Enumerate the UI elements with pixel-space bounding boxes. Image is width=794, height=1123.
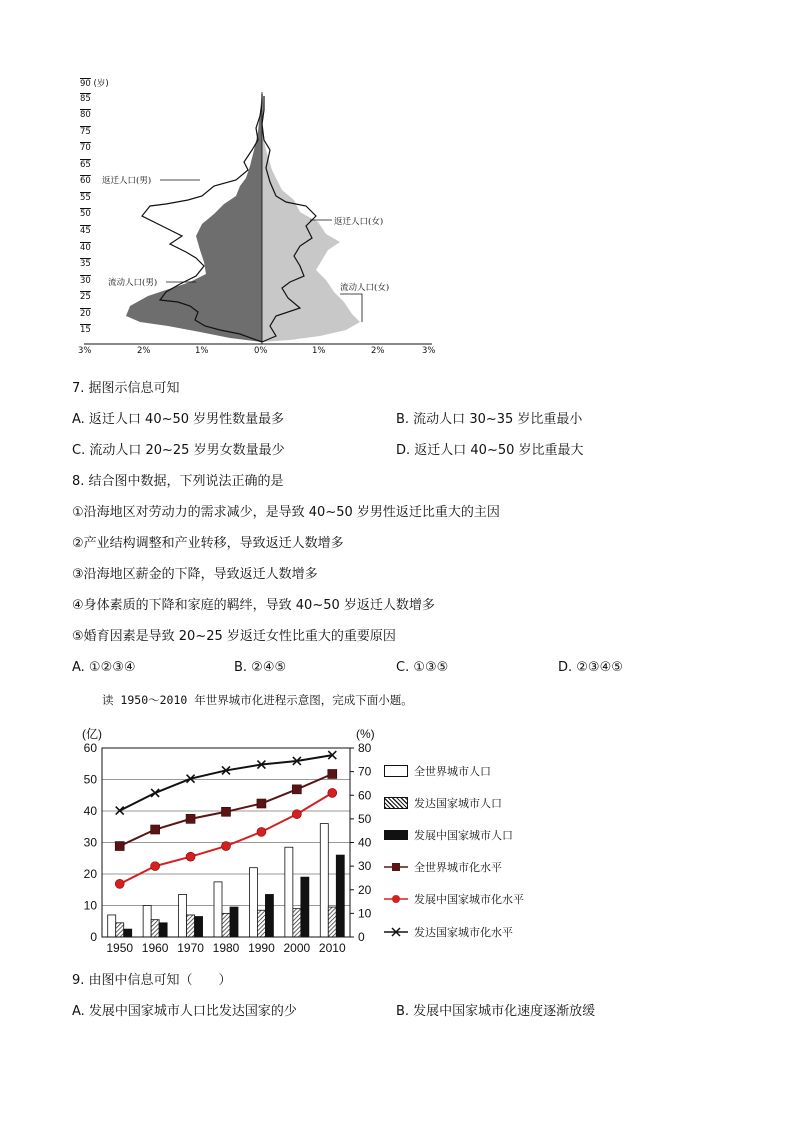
right-tick-label: 50: [358, 811, 372, 826]
world-urban-point: [115, 842, 124, 851]
left-tick-label: 40: [83, 804, 97, 818]
bar-developed-pop: [257, 910, 265, 937]
legend-world-urban: [384, 860, 502, 874]
q7-option-b[interactable]: B. 流动人口 30~35 岁比重最小: [396, 412, 583, 427]
x-tick-label: 2%: [137, 346, 151, 356]
q8-item-5: ⑤婚育因素是导致 20~25 岁返迁女性比重大的重要原因: [72, 629, 396, 644]
black-bar-swatch: [384, 830, 408, 840]
right-tick-label: 30: [358, 859, 372, 874]
bar-developing-pop: [301, 877, 309, 937]
bar-developing-pop: [195, 917, 203, 937]
right-tick-label: 0: [358, 930, 365, 944]
world-urban-point: [257, 799, 266, 808]
age-tick: 20: [80, 308, 91, 319]
developing-urban-point: [328, 788, 337, 797]
age-tick: 35: [80, 259, 91, 270]
age-tick: 40: [80, 242, 91, 253]
developed-urban-point: [151, 789, 159, 797]
age-unit: (岁): [93, 79, 109, 89]
q7-stem: 7. 据图示信息可知: [72, 381, 180, 396]
world-urban-point: [222, 807, 231, 816]
q7-option-d[interactable]: D. 返迁人口 40~50 岁比重最大: [396, 443, 584, 458]
x-tick-label: 1990: [248, 941, 275, 955]
return-male-label: 返迁人口(男): [102, 176, 152, 186]
legend-developed-pop: [384, 796, 502, 810]
float-male-label: 流动人口(男): [108, 278, 158, 288]
x-tick-label: 1960: [141, 941, 169, 955]
right-tick-label: 80: [358, 741, 372, 755]
legend-label: 发展中国家城市人口: [414, 829, 513, 842]
developing-urban-point: [115, 879, 124, 888]
bar-world-pop: [179, 894, 187, 937]
world-urban-point: [292, 785, 301, 794]
circle-marker-swatch: [384, 893, 408, 905]
right-axis-unit: (%): [356, 727, 375, 741]
bar-developed-pop: [116, 923, 124, 937]
bar-developed-pop: [328, 907, 336, 937]
age-tick: 75: [80, 126, 91, 137]
float-female-label: 流动人口(女): [340, 283, 390, 293]
x-tick-label: 0%: [254, 346, 268, 356]
right-tick-label: 20: [358, 882, 372, 897]
age-tick: 55: [80, 192, 91, 203]
bar-developed-pop: [151, 920, 159, 937]
age-tick: 70: [80, 143, 91, 154]
q8-option-d[interactable]: D. ②③④⑤: [558, 660, 623, 675]
bar-developing-pop: [265, 894, 273, 937]
x-tick-label: 2%: [371, 346, 385, 356]
left-tick-label: 20: [83, 867, 97, 881]
bar-world-pop: [320, 824, 328, 937]
x-tick-label: 1980: [212, 941, 240, 955]
left-tick-label: 50: [83, 772, 97, 787]
world-urban-point: [328, 769, 337, 778]
q7-option-a[interactable]: A. 返迁人口 40~50 岁男性数量最多: [72, 412, 285, 427]
pyramid-y-top: [80, 77, 109, 89]
square-marker-swatch: [384, 861, 408, 873]
age-tick: 85: [80, 93, 91, 104]
x-tick-label: 3%: [422, 346, 436, 356]
q9-stem: 9. 由图中信息可知（ ）: [72, 973, 232, 988]
developing-urban-point: [292, 810, 301, 819]
x-tick-label: 1970: [177, 941, 204, 955]
legend-label: 全世界城市化水平: [414, 861, 502, 874]
white-bar-swatch: [384, 765, 408, 777]
left-axis-unit: (亿): [82, 727, 102, 741]
bar-world-pop: [143, 906, 151, 938]
left-tick-label: 30: [83, 835, 97, 850]
bar-developing-pop: [230, 907, 238, 937]
legend-label: 发达国家城市化水平: [414, 926, 513, 939]
q8-option-a[interactable]: A. ①②③④: [72, 660, 136, 675]
bar-world-pop: [214, 882, 222, 937]
bar-developed-pop: [187, 915, 195, 937]
x-marker-swatch: [384, 926, 408, 938]
bar-developing-pop: [124, 929, 132, 937]
x-tick-label: 2000: [283, 941, 311, 955]
left-tick-label: 60: [83, 741, 97, 755]
age-tick: 15: [80, 325, 91, 336]
right-tick-label: 10: [358, 906, 372, 921]
bar-developed-pop: [293, 909, 301, 937]
q8-stem: 8. 结合图中数据，下列说法正确的是: [72, 474, 284, 489]
bar-world-pop: [249, 868, 257, 937]
legend-world-pop: [384, 764, 491, 778]
left-tick-label: 0: [90, 930, 97, 944]
legend-developed-urban: [384, 925, 513, 939]
legend-label: 全世界城市人口: [414, 765, 491, 778]
urbanization-chart: [70, 722, 380, 958]
world-urban-point: [151, 825, 160, 834]
q9-option-a[interactable]: A. 发展中国家城市人口比发达国家的少: [72, 1004, 297, 1019]
x-tick-label: 2010: [318, 941, 346, 955]
x-tick-label: 1%: [195, 346, 209, 356]
q8-option-b[interactable]: B. ②④⑤: [234, 660, 287, 675]
bar-world-pop: [108, 915, 116, 937]
world-urban-point: [186, 814, 195, 823]
x-tick-label: 3%: [78, 346, 92, 356]
age-tick: 30: [80, 275, 91, 286]
bar-developing-pop: [336, 855, 344, 937]
right-tick-label: 70: [358, 764, 372, 779]
population-pyramid-chart: [70, 74, 450, 356]
developing-urban-point: [186, 852, 195, 861]
right-tick-label: 40: [358, 835, 372, 850]
return-female-label: 返迁人口(女): [334, 217, 384, 227]
age-tick: 45: [80, 225, 91, 236]
developing-urban-point: [222, 842, 231, 851]
developing-urban-point: [257, 827, 266, 836]
age-tick: 60: [80, 176, 91, 187]
age-tick: 90: [80, 79, 91, 89]
age-tick: 80: [80, 110, 91, 121]
q7-option-c[interactable]: C. 流动人口 20~25 岁男女数量最少: [72, 443, 285, 458]
bar-developing-pop: [159, 923, 167, 937]
legend-developing-urban: [384, 892, 524, 906]
q8-item-4: ④身体素质的下降和家庭的羁绊，导致 40~50 岁返迁人数增多: [72, 598, 435, 613]
legend-label: 发展中国家城市化水平: [414, 893, 524, 906]
age-tick: 50: [80, 209, 91, 220]
q8-item-2: ②产业结构调整和产业转移，导致返迁人数增多: [72, 536, 344, 551]
developing-urban-line: [120, 793, 333, 884]
hatched-bar-swatch: [384, 797, 408, 809]
q8-option-c[interactable]: C. ①③⑤: [396, 660, 449, 675]
legend-label: 发达国家城市人口: [414, 797, 502, 810]
right-tick-label: 60: [358, 788, 372, 803]
x-tick-label: 1950: [106, 941, 134, 955]
age-tick: 25: [80, 292, 91, 303]
q9-option-b[interactable]: B. 发展中国家城市化速度逐渐放缓: [396, 1004, 596, 1019]
legend-developing-pop: [384, 828, 513, 842]
left-tick-label: 10: [83, 898, 97, 913]
bar-developed-pop: [222, 913, 230, 937]
x-tick-label: 1%: [312, 346, 326, 356]
developing-urban-point: [151, 862, 160, 871]
chart-intro: 读 1950～2010 年世界城市化进程示意图，完成下面小题。: [102, 693, 413, 707]
q8-item-3: ③沿海地区薪金的下降，导致返迁人数增多: [72, 567, 318, 582]
bar-world-pop: [285, 847, 293, 937]
float-male-area: [126, 92, 262, 342]
q8-item-1: ①沿海地区对劳动力的需求减少，是导致 40~50 岁男性返迁比重大的主因: [72, 505, 500, 520]
age-tick: 65: [80, 159, 91, 170]
